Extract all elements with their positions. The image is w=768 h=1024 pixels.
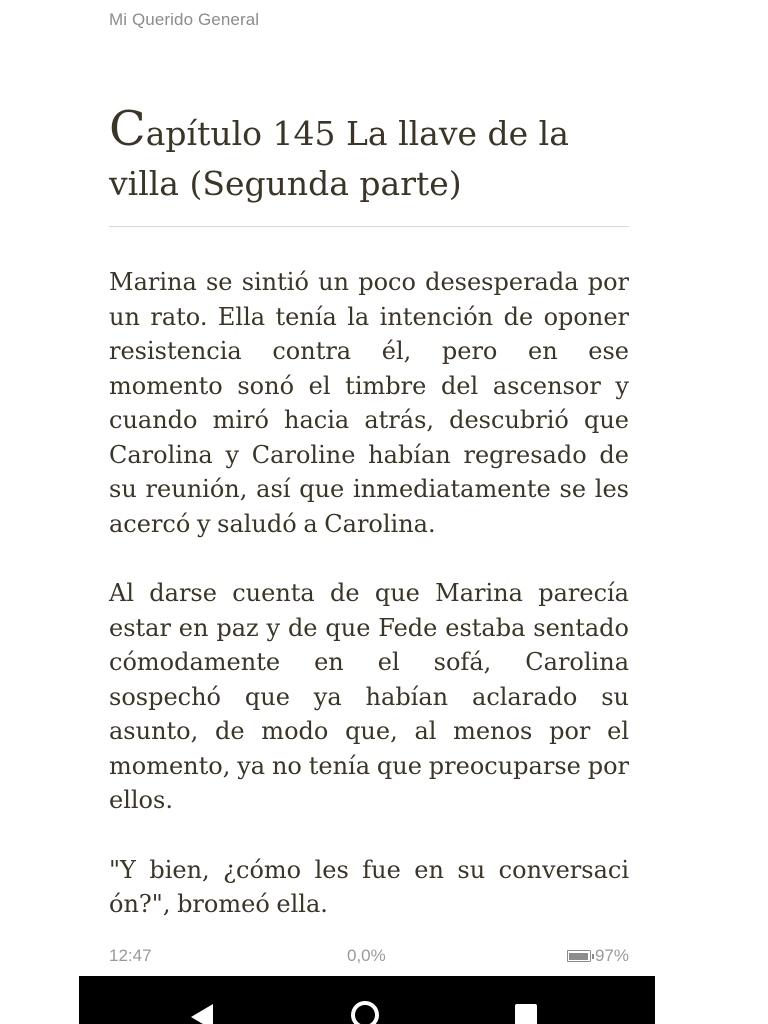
home-circle-icon[interactable]	[351, 1001, 379, 1024]
title-divider	[109, 226, 629, 227]
clock-time: 12:47	[109, 946, 152, 965]
chapter-title	[109, 101, 649, 209]
battery-icon	[567, 950, 591, 962]
paragraph: Al darse cuenta de que Marina parecía estar en paz y de que Fede estaba sentado cómodamente en el sofá, Carolina sospechó que ya habían aclarado su asunto, de modo que, al menos por el momento, ya no tenía que preocuparse por ellos.	[109, 579, 629, 814]
chapter-title-dropcap: C	[109, 101, 146, 157]
paragraph: Marina se sintió un poco desesperada por un rato. Ella tenía la intención de oponer resistencia contra él, pero en ese momento sonó el timbre del ascensor y cuando miró hacia atrás, descubrió que Carolina y Caroline habían regresado de su reunión, así que inmediatamente se les acercó y saludó a Carolina.	[109, 268, 629, 538]
recents-square-icon[interactable]	[515, 1004, 537, 1024]
system-navigation-bar	[79, 976, 655, 1024]
reader-status-bar	[109, 944, 629, 970]
chapter-title-text: apítulo 145 La llave de la villa (Segunda parte)	[109, 114, 569, 203]
battery-percent: 97%	[594, 946, 629, 965]
chapter-content	[109, 265, 629, 957]
paragraph: "Y bien, ¿cómo les fue en su conversaci ón?", bromeó ella.	[109, 855, 629, 918]
back-triangle-icon[interactable]	[191, 1004, 213, 1024]
reading-progress: 0,0%	[347, 946, 386, 965]
battery-indicator	[567, 946, 629, 966]
book-title: Mi Querido General	[109, 10, 260, 29]
